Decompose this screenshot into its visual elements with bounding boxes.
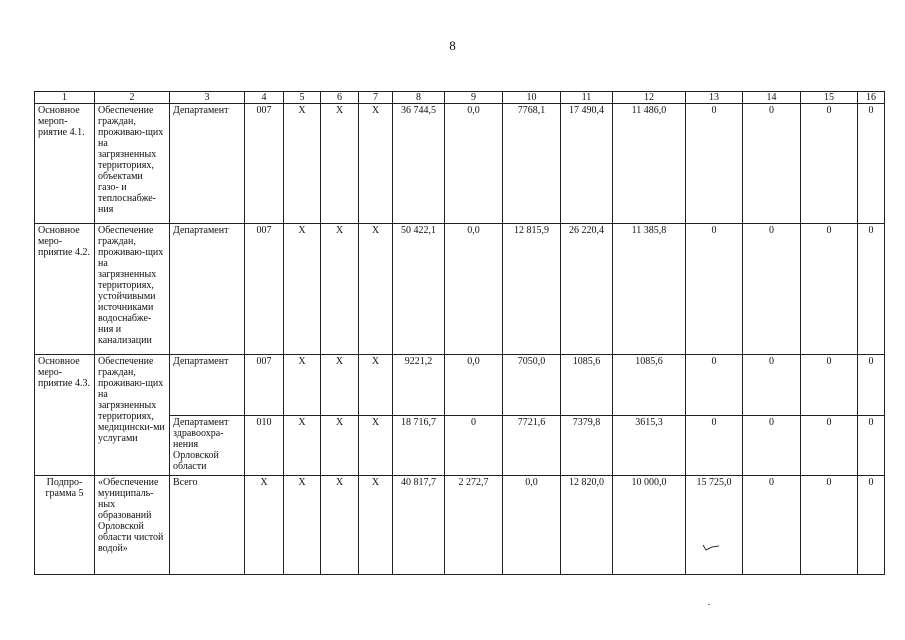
header-cell: 12 xyxy=(613,92,686,104)
value-cell: 0 xyxy=(743,104,801,224)
header-cell: 9 xyxy=(445,92,503,104)
value-cell: 0 xyxy=(858,476,885,575)
header-cell: 5 xyxy=(284,92,321,104)
value-cell: 2 272,7 xyxy=(445,476,503,575)
value-cell: 11 486,0 xyxy=(613,104,686,224)
value-cell: 7050,0 xyxy=(503,355,561,416)
value-cell: 18 716,7 xyxy=(393,416,445,476)
value-cell: 40 817,7 xyxy=(393,476,445,575)
value-cell: 0 xyxy=(858,104,885,224)
header-cell: 1 xyxy=(35,92,95,104)
header-cell: 2 xyxy=(95,92,170,104)
value-cell: 0 xyxy=(743,416,801,476)
value-cell: 007 xyxy=(245,224,284,355)
value-cell: 0 xyxy=(445,416,503,476)
table-row xyxy=(35,355,885,416)
executor-cell: Департамент xyxy=(170,224,245,355)
header-cell: 13 xyxy=(686,92,743,104)
handwritten-check-mark xyxy=(702,543,720,551)
header-cell: 10 xyxy=(503,92,561,104)
value-cell: X xyxy=(284,416,321,476)
value-cell: 0 xyxy=(801,416,858,476)
value-cell: 7721,6 xyxy=(503,416,561,476)
executor-cell: Департамент xyxy=(170,104,245,224)
page-number: 8 xyxy=(449,38,456,53)
value-cell: 7768,1 xyxy=(503,104,561,224)
value-cell: 0 xyxy=(686,224,743,355)
value-cell: 9221,2 xyxy=(393,355,445,416)
value-cell: 0 xyxy=(858,416,885,476)
value-cell: 36 744,5 xyxy=(393,104,445,224)
value-cell: X xyxy=(359,104,393,224)
activity-cell: Основное мероп-риятие 4.1. xyxy=(35,104,95,224)
value-cell: X xyxy=(284,476,321,575)
description-cell: Обеспечение граждан, проживаю-щих на загрязненных территориях, объектами газо- и теплоснабже-ния xyxy=(95,104,170,224)
value-cell: X xyxy=(359,355,393,416)
executor-cell: Всего xyxy=(170,476,245,575)
header-cell: 8 xyxy=(393,92,445,104)
value-cell: 0 xyxy=(801,355,858,416)
value-cell: 0 xyxy=(801,224,858,355)
header-row xyxy=(35,92,885,104)
value-cell: 010 xyxy=(245,416,284,476)
header-cell: 3 xyxy=(170,92,245,104)
value-cell: 1085,6 xyxy=(613,355,686,416)
budget-table xyxy=(34,91,885,575)
executor-cell: Департамент здравоохра-нения Орловской области xyxy=(170,416,245,476)
value-cell: X xyxy=(359,476,393,575)
executor-cell: Департамент xyxy=(170,355,245,416)
header-cell: 6 xyxy=(321,92,359,104)
value-cell: 0,0 xyxy=(503,476,561,575)
header-cell: 14 xyxy=(743,92,801,104)
value-cell: 007 xyxy=(245,104,284,224)
value-cell: 0 xyxy=(686,416,743,476)
value-cell: 0 xyxy=(743,224,801,355)
value-cell: X xyxy=(284,104,321,224)
value-cell: 0 xyxy=(686,355,743,416)
value-cell: X xyxy=(321,416,359,476)
value-cell: 0,0 xyxy=(445,355,503,416)
value-cell: 0 xyxy=(801,104,858,224)
description-cell: Обеспечение граждан, проживаю-щих на загрязненных территориях, устойчивыми источниками водоснабже-ния и канализации xyxy=(95,224,170,355)
value-cell: 11 385,8 xyxy=(613,224,686,355)
value-cell: 12 815,9 xyxy=(503,224,561,355)
value-cell: X xyxy=(359,416,393,476)
value-cell: 12 820,0 xyxy=(561,476,613,575)
value-cell: 0,0 xyxy=(445,224,503,355)
value-cell: 1085,6 xyxy=(561,355,613,416)
value-cell: 0 xyxy=(858,224,885,355)
value-cell: 7379,8 xyxy=(561,416,613,476)
header-cell: 7 xyxy=(359,92,393,104)
value-cell: X xyxy=(245,476,284,575)
value-cell: X xyxy=(321,104,359,224)
activity-cell: Подпро-грамма 5 xyxy=(35,476,95,575)
value-cell: 10 000,0 xyxy=(613,476,686,575)
header-cell: 15 xyxy=(801,92,858,104)
description-cell: Обеспечение граждан, проживаю-щих на загрязненных территориях, медицински-ми услугами xyxy=(95,355,170,476)
value-cell: 0,0 xyxy=(445,104,503,224)
value-cell: 26 220,4 xyxy=(561,224,613,355)
value-cell: 007 xyxy=(245,355,284,416)
value-cell: 17 490,4 xyxy=(561,104,613,224)
value-cell: 0 xyxy=(801,476,858,575)
value-cell: 15 725,0 xyxy=(686,476,743,575)
value-cell: X xyxy=(359,224,393,355)
description-cell: «Обеспечение муниципаль-ных образований Орловской области чистой водой» xyxy=(95,476,170,575)
value-cell: 50 422,1 xyxy=(393,224,445,355)
table-row xyxy=(35,224,885,355)
value-cell: 0 xyxy=(743,355,801,416)
header-cell: 11 xyxy=(561,92,613,104)
header-cell: 4 xyxy=(245,92,284,104)
table-row xyxy=(35,104,885,224)
value-cell: 0 xyxy=(743,476,801,575)
value-cell: 0 xyxy=(686,104,743,224)
scan-speck xyxy=(708,604,710,605)
table-row xyxy=(35,476,885,575)
value-cell: X xyxy=(321,476,359,575)
value-cell: 3615,3 xyxy=(613,416,686,476)
activity-cell: Основное меро-приятие 4.2. xyxy=(35,224,95,355)
value-cell: X xyxy=(321,355,359,416)
header-cell: 16 xyxy=(858,92,885,104)
value-cell: X xyxy=(321,224,359,355)
value-cell: 0 xyxy=(858,355,885,416)
value-cell: X xyxy=(284,224,321,355)
activity-cell: Основное меро-приятие 4.3. xyxy=(35,355,95,476)
value-cell: X xyxy=(284,355,321,416)
